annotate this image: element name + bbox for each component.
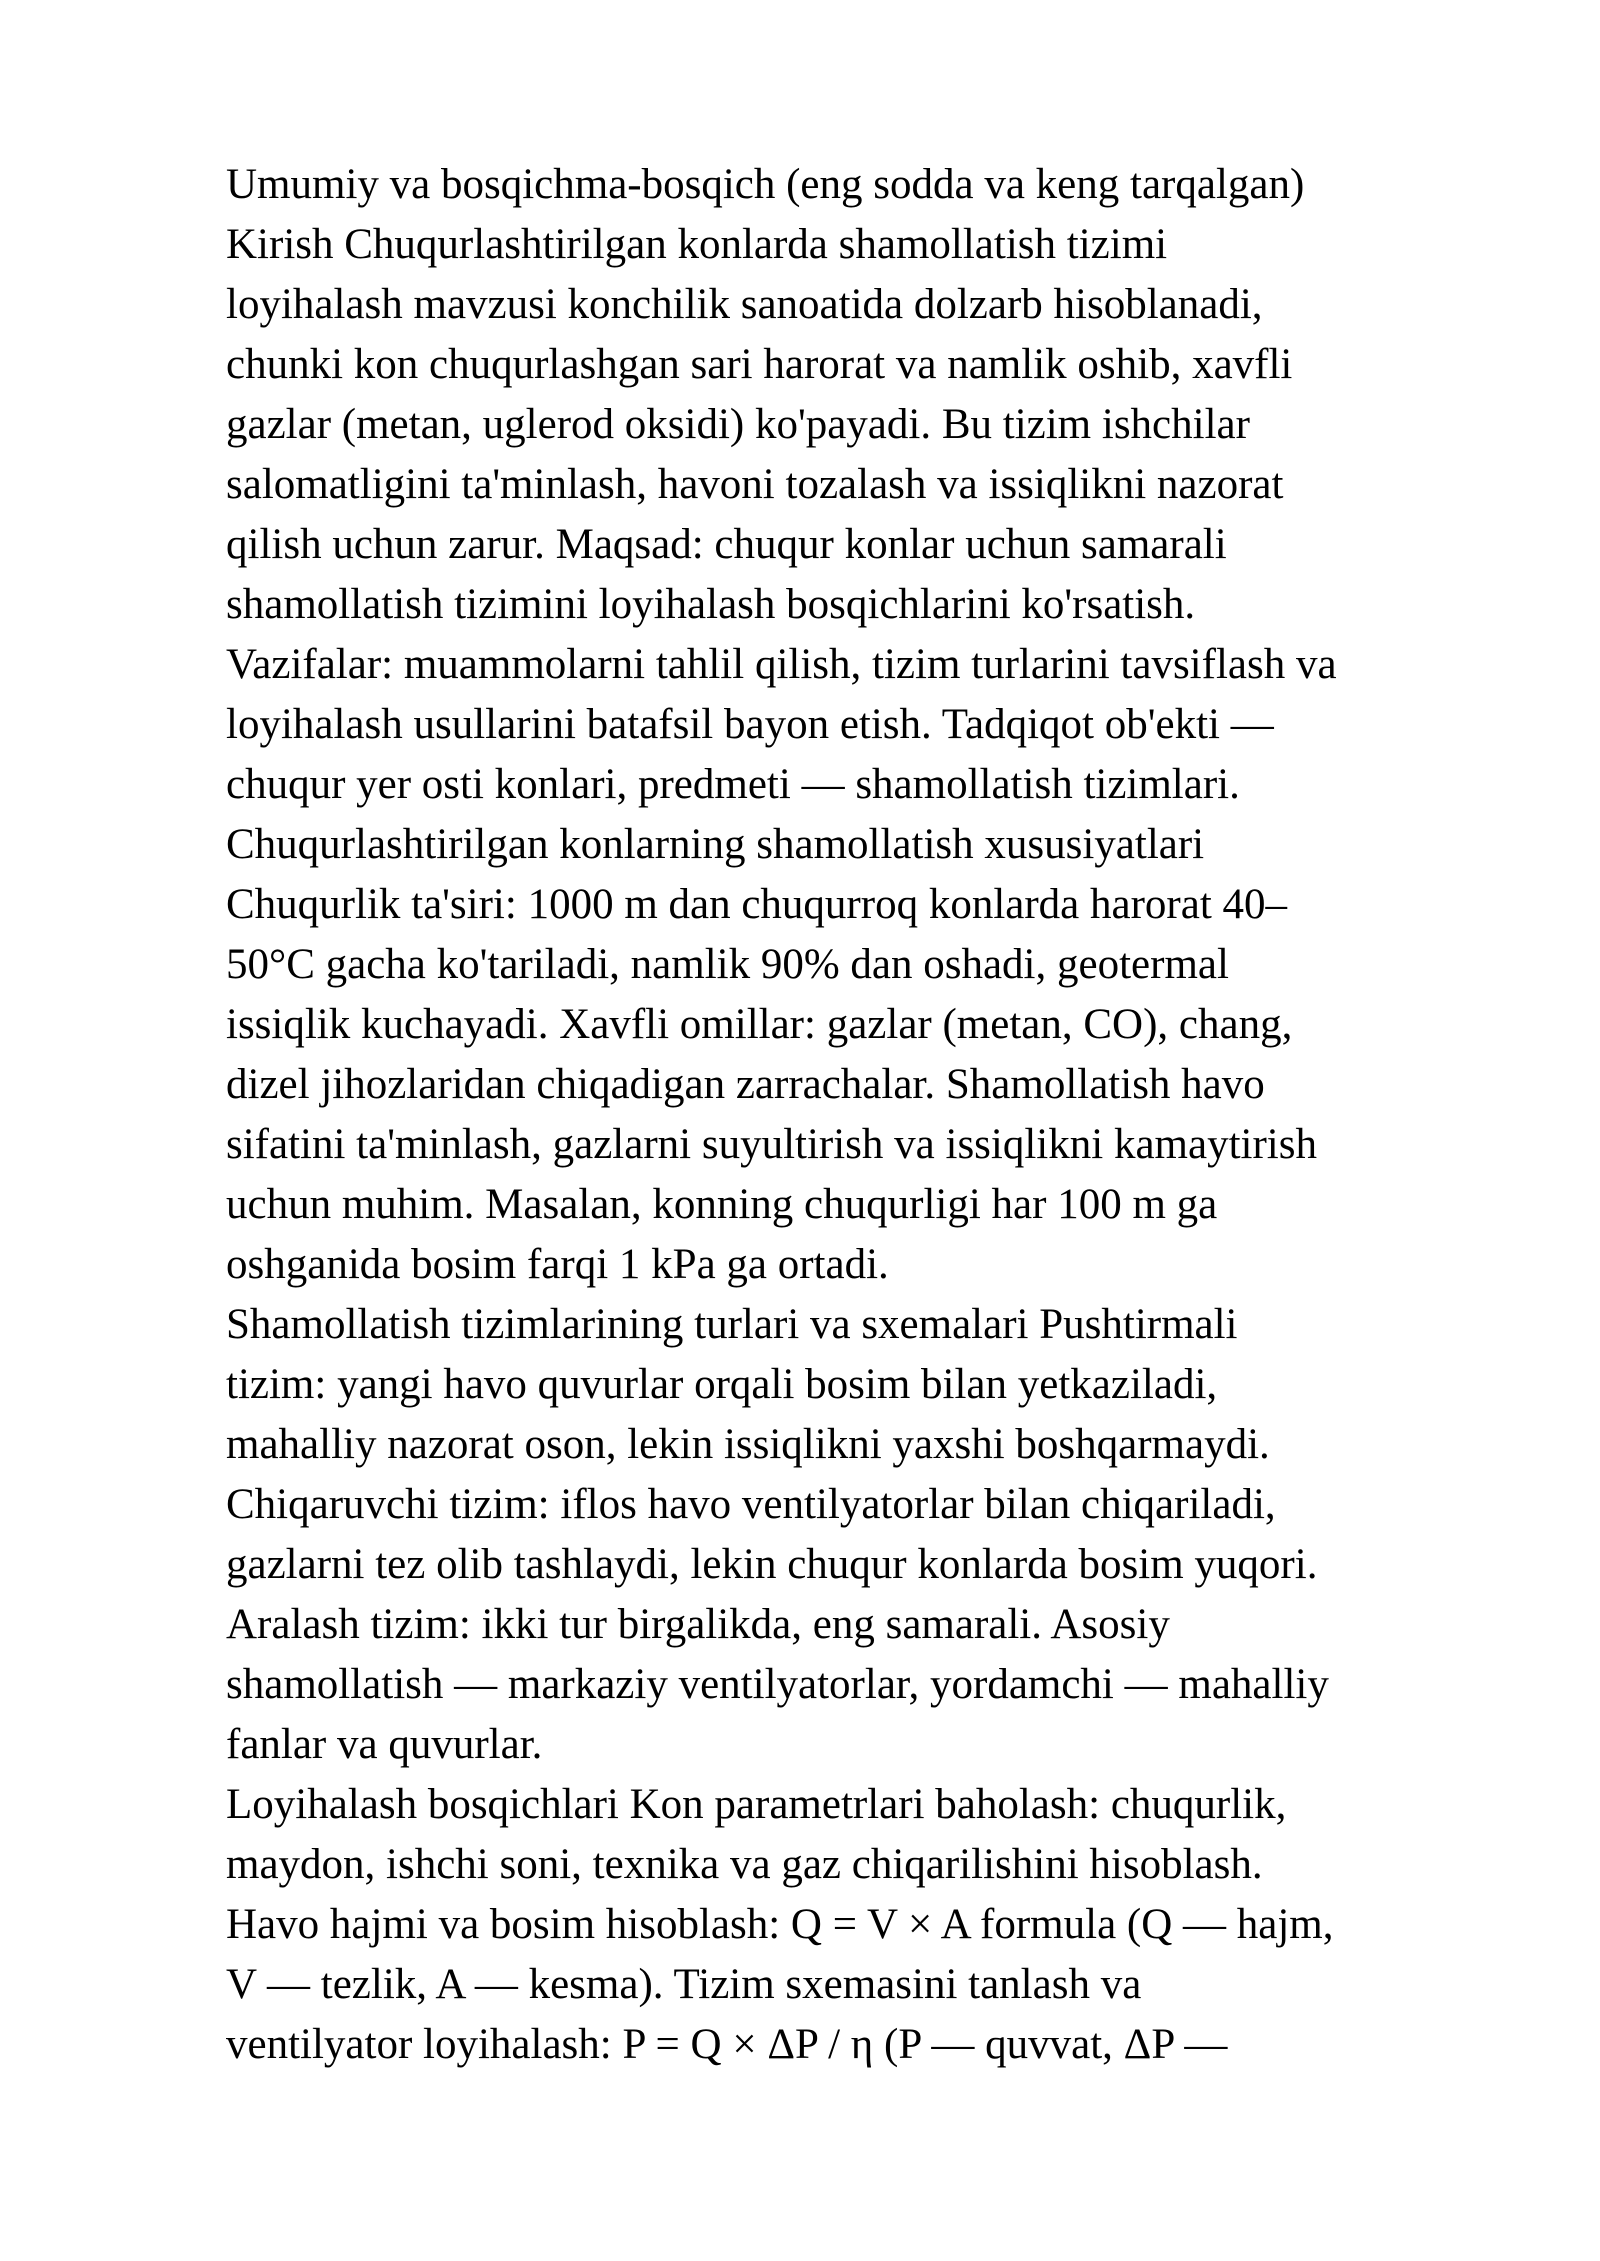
- text-line: Vazifalar: muammolarni tahlil qilish, tizim turlarini tavsiflash va: [226, 641, 1337, 688]
- text-line: Chiqaruvchi tizim: iflos havo ventilyatorlar bilan chiqariladi,: [226, 1481, 1276, 1528]
- text-line: shamollatish — markaziy ventilyatorlar, yordamchi — mahalliy: [226, 1661, 1329, 1708]
- text-line: Shamollatish tizimlarining turlari va sxemalari Pushtirmali: [226, 1301, 1238, 1348]
- text-line: Loyihalash bosqichlari Kon parametrlari baholash: chuqurlik,: [226, 1781, 1287, 1828]
- document-body-text: [226, 155, 1506, 2075]
- text-line: Havo hajmi va bosim hisoblash: Q = V × A formula (Q — hajm,: [226, 1901, 1334, 1948]
- text-line: issiqlik kuchayadi. Xavfli omillar: gazlar (metan, CO), chang,: [226, 1001, 1293, 1048]
- text-line: maydon, ishchi soni, texnika va gaz chiqarilishini hisoblash.: [226, 1841, 1263, 1888]
- text-line: 50°C gacha ko'tariladi, namlik 90% dan oshadi, geotermal: [226, 941, 1229, 988]
- text-line: loyihalash mavzusi konchilik sanoatida dolzarb hisoblanadi,: [226, 281, 1263, 328]
- text-line: Umumiy va bosqichma-bosqich (eng sodda va keng tarqalgan): [226, 161, 1305, 208]
- text-line: chunki kon chuqurlashgan sari harorat va namlik oshib, xavfli: [226, 341, 1293, 388]
- text-line: gazlarni tez olib tashlaydi, lekin chuqur konlarda bosim yuqori.: [226, 1541, 1318, 1588]
- text-line: sifatini ta'minlash, gazlarni suyultirish va issiqlikni kamaytirish: [226, 1121, 1317, 1168]
- text-line: ventilyator loyihalash: P = Q × ΔP / η (P — quvvat, ΔP —: [226, 2021, 1228, 2068]
- text-line: Chuqurlik ta'siri: 1000 m dan chuqurroq konlarda harorat 40–: [226, 881, 1288, 928]
- text-line: Aralash tizim: ikki tur birgalikda, eng samarali. Asosiy: [226, 1601, 1170, 1648]
- text-line: chuqur yer osti konlari, predmeti — shamollatish tizimlari.: [226, 761, 1240, 808]
- text-line: Kirish Chuqurlashtirilgan konlarda shamollatish tizimi: [226, 221, 1168, 268]
- text-line: tizim: yangi havo quvurlar orqali bosim bilan yetkaziladi,: [226, 1361, 1218, 1408]
- text-line: dizel jihozlaridan chiqadigan zarrachalar. Shamollatish havo: [226, 1061, 1265, 1108]
- text-line: mahalliy nazorat oson, lekin issiqlikni yaxshi boshqarmaydi.: [226, 1421, 1270, 1468]
- text-line: qilish uchun zarur. Maqsad: chuqur konlar uchun samarali: [226, 521, 1227, 568]
- text-line: loyihalash usullarini batafsil bayon etish. Tadqiqot ob'ekti —: [226, 701, 1274, 748]
- text-line: shamollatish tizimini loyihalash bosqichlarini ko'rsatish.: [226, 581, 1196, 628]
- text-line: fanlar va quvurlar.: [226, 1721, 543, 1768]
- text-line: oshganida bosim farqi 1 kPa ga ortadi.: [226, 1241, 889, 1288]
- text-line: uchun muhim. Masalan, konning chuqurligi har 100 m ga: [226, 1181, 1218, 1228]
- text-line: salomatligini ta'minlash, havoni tozalash va issiqlikni nazorat: [226, 461, 1284, 508]
- text-line: Chuqurlashtirilgan konlarning shamollatish xususiyatlari: [226, 821, 1205, 868]
- text-line: gazlar (metan, uglerod oksidi) ko'payadi. Bu tizim ishchilar: [226, 401, 1250, 448]
- text-line: V — tezlik, A — kesma). Tizim sxemasini tanlash va: [226, 1961, 1142, 2008]
